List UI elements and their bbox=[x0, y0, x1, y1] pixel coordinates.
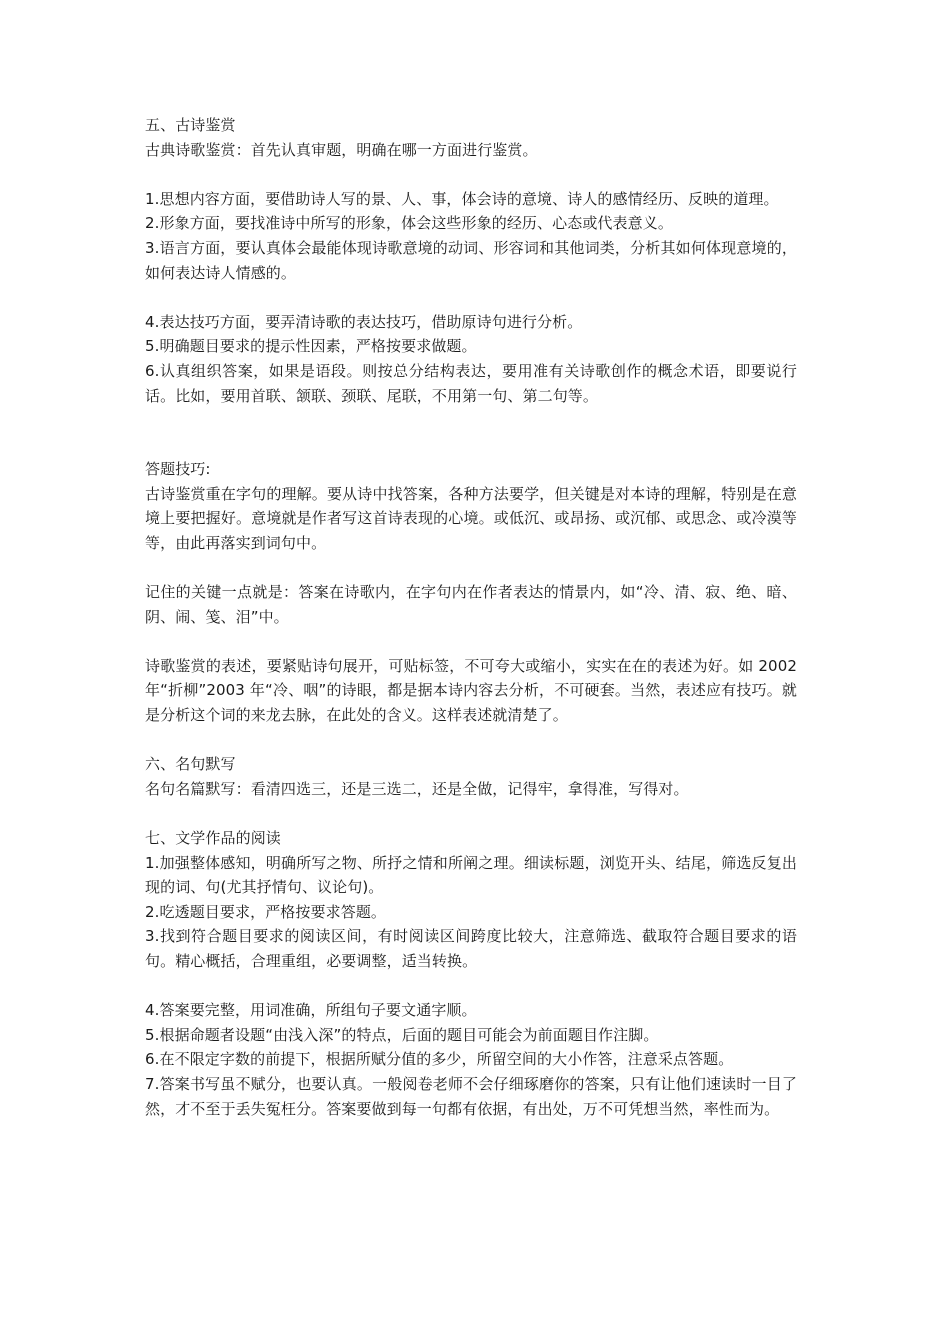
section-7-title: 七、文学作品的阅读 bbox=[145, 829, 281, 848]
tips-paragraph: 古诗鉴赏重在字句的理解。要从诗中找答案，各种方法要学，但关键是对本诗的理解，特别是在意境上要把握好。意境就是作者写这首诗表现的心境。或低沉、或昂扬、或沉郁、或思念、或冷漠等等，由此再落实到词句中。 bbox=[145, 484, 797, 552]
section-5-item: 2.形象方面，要找准诗中所写的形象，体会这些形象的经历、心态或代表意义。 bbox=[145, 214, 673, 233]
tips-title: 答题技巧: bbox=[145, 460, 211, 479]
section-7-item: 1.加强整体感知，明确所写之物、所抒之情和所阐之理。细读标题，浏览开头、结尾，筛选反复出现的词、句(尤其抒情句、议论句)。 bbox=[145, 853, 797, 897]
section-5-item: 4.表达技巧方面，要弄清诗歌的表达技巧，借助原诗句进行分析。 bbox=[145, 312, 583, 331]
section-6-title: 六、名句默写 bbox=[145, 755, 236, 774]
section-7-item: 4.答案要完整，用词准确，所组句子要文通字顺。 bbox=[145, 1001, 477, 1020]
tips-paragraph: 记住的关键一点就是：答案在诗歌内，在字句内在作者表达的情景内，如“冷、清、寂、绝、暗、阴、闹、笺、泪”中。 bbox=[145, 583, 797, 626]
section-5-title: 五、古诗鉴赏 bbox=[145, 116, 236, 134]
section-5-intro: 古典诗歌鉴赏：首先认真审题，明确在哪一方面进行鉴赏。 bbox=[145, 140, 538, 159]
section-5-item: 6.认真组织答案，如果是语段。则按总分结构表达，要用准有关诗歌创作的概念术语，即要说行话。比如，要用首联、颔联、颈联、尾联，不用第一句、第二句等。 bbox=[145, 361, 797, 405]
section-7-item: 3.找到符合题目要求的阅读区间，有时阅读区间跨度比较大，注意筛选、截取符合题目要求的语句。精心概括，合理重组，必要调整，适当转换。 bbox=[145, 927, 797, 970]
section-5-item: 1.思想内容方面，要借助诗人写的景、人、事，体会诗的意境、诗人的感情经历、反映的道理。 bbox=[145, 189, 779, 208]
section-6-body: 名句名篇默写：看清四选三，还是三选二，还是全做，记得牢，拿得准，写得对。 bbox=[145, 779, 689, 798]
document-page bbox=[145, 113, 797, 1121]
section-7-item: 2.吃透题目要求，严格按要求答题。 bbox=[145, 902, 387, 921]
section-7-item: 7.答案书写虽不赋分，也要认真。一般阅卷老师不会仔细琢磨你的答案，只有让他们速读时一目了然，才不至于丢失冤枉分。答案要做到每一句都有依据，有出处，万不可凭想当然，率性而为。 bbox=[145, 1074, 797, 1118]
section-5-item: 3.语言方面，要认真体会最能体现诗歌意境的动词、形容词和其他词类，分析其如何体现意境的，如何表达诗人情感的。 bbox=[145, 238, 797, 282]
section-7-item: 5.根据命题者设题“由浅入深”的特点，后面的题目可能会为前面题目作注脚。 bbox=[145, 1025, 659, 1044]
section-7-item: 6.在不限定字数的前提下，根据所赋分值的多少，所留空间的大小作答，注意采点答题。 bbox=[145, 1050, 734, 1069]
tips-paragraph: 诗歌鉴赏的表述，要紧贴诗句展开，可贴标签，不可夸大或缩小，实实在在的表述为好。如 2002 年“折柳”2003 年“冷、咽”的诗眼，都是据本诗内容去分析，不可硬套。当然，表述应有技巧。就是分析这个词的来龙去脉，在此处的含义。这样表述就清楚了。 bbox=[145, 656, 797, 725]
section-5-item: 5.明确题目要求的提示性因素，严格按要求做题。 bbox=[145, 337, 477, 356]
